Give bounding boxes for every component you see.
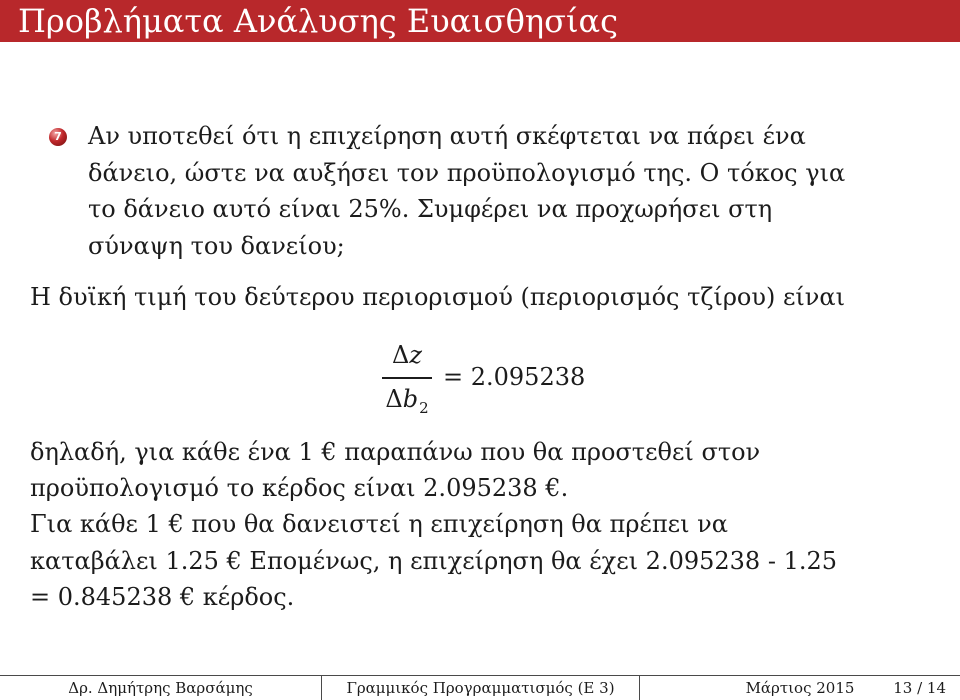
footer-date: Μάρτιος 2015 (745, 679, 855, 697)
enumerate-item-text (88, 118, 845, 264)
explanation-line: καταβάλει 1.25 € Επομένως, η επιχείρηση θα έχει 2.095238 - 1.25 (30, 546, 837, 575)
title-bar (0, 0, 960, 42)
item-line: σύναψη του δανείου; (88, 231, 345, 260)
item-line: Αν υποτεθεί ότι η επιχείρηση αυτή σκέφτεται να πάρει ένα (88, 122, 806, 150)
fraction-numerator (380, 340, 434, 370)
fraction-bar (382, 377, 432, 379)
numerator-variable: z (409, 341, 422, 369)
equation-rhs: = 2.095238 (443, 363, 586, 391)
footer-page-number: 13 / 14 (893, 679, 946, 697)
explanation-line: δηλαδή, για κάθε ένα 1 € παραπάνω που θα προστεθεί στον (30, 438, 761, 466)
footer-course-title: Γραμμικός Προγραμματισμός (Ε 3) (322, 676, 640, 700)
explanation-line: Για κάθε 1 € που θα δανειστεί η επιχείρηση θα πρέπει να (30, 510, 728, 539)
denominator-variable: b (402, 385, 419, 413)
footer-author: Δρ. Δημήτρης Βαρσάμης (0, 676, 322, 700)
delta-symbol: Δ (385, 385, 403, 413)
slide-title: Προβλήματα Ανάλυσης Ευαισθησίας (18, 2, 619, 40)
item-line: δάνειο, ώστε να αυξήσει τον προϋπολογισμό της. Ο τόκος για (88, 158, 846, 187)
explanation-line: προϋπολογισμό το κέρδος είναι 2.095238 €. (30, 474, 569, 503)
delta-symbol: Δ (392, 341, 410, 369)
slide-footer (0, 675, 960, 700)
dual-price-intro: Η δυϊκή τιμή του δεύτερου περιορισμού (περιορισμός τζίρου) είναι (30, 283, 846, 311)
fraction-denominator (380, 384, 434, 417)
enumerate-ball-icon: 7 (49, 128, 67, 146)
item-line: το δάνειο αυτό είναι 25%. Συμφέρει να προχωρήσει στη (88, 195, 773, 223)
denominator-subscript: 2 (419, 399, 429, 417)
explanation-line: = 0.845238 € κέρδος. (30, 582, 295, 611)
explanation-text (30, 434, 837, 615)
